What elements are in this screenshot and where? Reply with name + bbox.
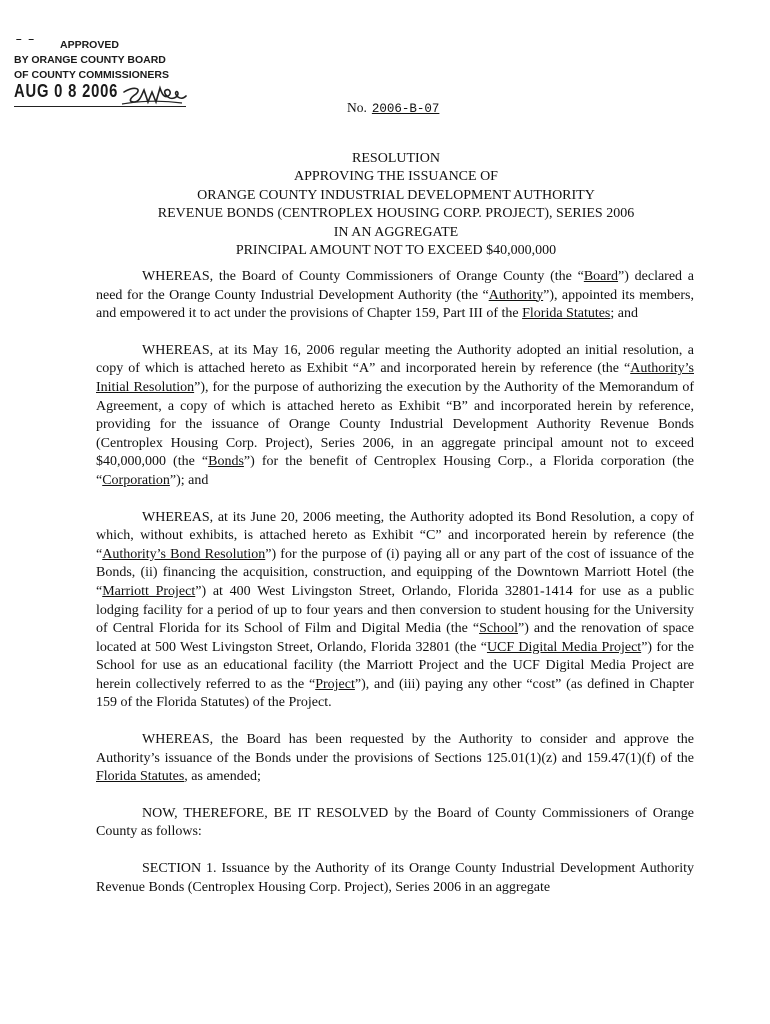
resolution-number-value: 2006-B-07 [371,102,440,116]
defined-term-authority: Authority [488,287,544,303]
stamp-board: BY ORANGE COUNTY BOARD [14,54,166,66]
defined-term-school: School [479,621,518,637]
defined-term-board: Board [583,269,619,284]
defined-term-bond-resolution: Authority’s Bond Resolution [102,546,266,562]
handwritten-initials-signature [120,84,190,108]
title-line: IN AN AGGREGATE [333,224,459,240]
resolved-paragraph: NOW, THEREFORE, BE IT RESOLVED by the Board of County Commissioners of Orange County as follows: [96,805,694,840]
defined-term-marriott-project: Marriott Project [102,583,196,599]
defined-term-florida-statutes: Florida Statutes [96,769,185,785]
section-1-paragraph: SECTION 1. Issuance by the Authority of its Orange County Industrial Development Authority Revenue Bonds (Centroplex Housing Corp. Project), Series 2006 in an aggregate [96,861,694,895]
defined-term-ucf-digital-media-project: UCF Digital Media Project [486,639,642,655]
resolution-title [96,150,696,260]
defined-term-florida-statutes: Florida Statutes [522,306,611,322]
title-line: RESOLUTION [352,151,440,166]
title-line: REVENUE BONDS (CENTROPLEX HOUSING CORP. PROJECT), SERIES 2006 [157,206,635,222]
title-line: ORANGE COUNTY INDUSTRIAL DEVELOPMENT AUTHORITY [197,187,595,203]
stamp-commissioners: OF COUNTY COMMISSIONERS [14,69,169,81]
defined-term-project: Project [315,676,355,692]
stamp-underline [14,106,186,107]
whereas-paragraph-4: WHEREAS, the Board has been requested by the Authority to consider and approve the Authority’s issuance of the Bonds under the provisions of Sections 125.01(1)(z) and 159.47(1)(f) of the Florida Statutes, as amended; [96,732,694,785]
resolution-number [347,100,439,116]
stamp-date-row [14,81,194,108]
defined-term-initial-resolution: Authority’s Initial Resolution [96,361,694,395]
defined-term-bonds: Bonds [208,454,244,470]
whereas-paragraph-1: WHEREAS, the Board of County Commissioners of Orange County (the “Board”) declared a need for the Orange County Industrial Development Authority (the “Authority”), appointed its members, and empowered it to act under the provisions of Chapter 159, Part III of the Florida Statutes; and [96,269,694,322]
title-line: APPROVING THE ISSUANCE OF [294,169,498,185]
stamp-tick-marks-icon: – – [16,34,36,45]
whereas-paragraph-2: WHEREAS, at its May 16, 2006 regular meeting the Authority adopted an initial resolution, a copy of which is attached hereto as Exhibit “A” and incorporated herein by reference (the “Authority’s Initial Resolution”), for the purpose of authorizing the execution by the Authority of the Memorandum of Agreement, a copy of which is attached hereto as Exhibit “B” and incorporated herein by reference, providing for the issuance of Orange County Industrial Development Authority Revenue Bonds (Centroplex Housing Corp. Project), Series 2006, in an aggregate principal amount not to exceed $40,000,000 (the “Bonds”) for the benefit of Centroplex Housing Corp., a Florida corporation (the “Corporation”); and [96,342,694,488]
title-line: PRINCIPAL AMOUNT NOT TO EXCEED $40,000,000 [235,243,557,259]
whereas-paragraph-3: WHEREAS, at its June 20, 2006 meeting, the Authority adopted its Bond Resolution, a copy of which, without exhibits, is attached hereto as Exhibit “C” and incorporated herein by reference (the “Authority’s Bond Resolution”) for the purpose of (i) paying all or any part of the cost of issuance of the Bonds, (ii) financing the acquisition, construction, and equipping of the Downtown Marriott Hotel (the “Marriott Project”) at 400 West Livingston Street, Orlando, Florida 32801-1414 for use as a public lodging facility for a period of up to four years and then conversion to student housing for the University of Central Florida for its School of Film and Digital Media (the “School”) and the renovation of space located at 500 West Livingston Street, Orlando, Florida 32801 (the “UCF Digital Media Project”) for the School for use as an educational facility (the Marriott Project and the UCF Digital Media Project are herein collectively referred to as the “Project”), and (iii) paying any other “cost” (as defined in Chapter 159 of the Florida Statutes) of the Project. [96,509,695,711]
stamp-date: AUG 0 8 2006 [14,81,119,101]
defined-term-corporation: Corporation [102,472,170,488]
resolution-number-label: No. [347,100,367,115]
approval-stamp [14,34,194,108]
stamp-approved: APPROVED [60,39,119,51]
resolution-body [96,268,694,915]
